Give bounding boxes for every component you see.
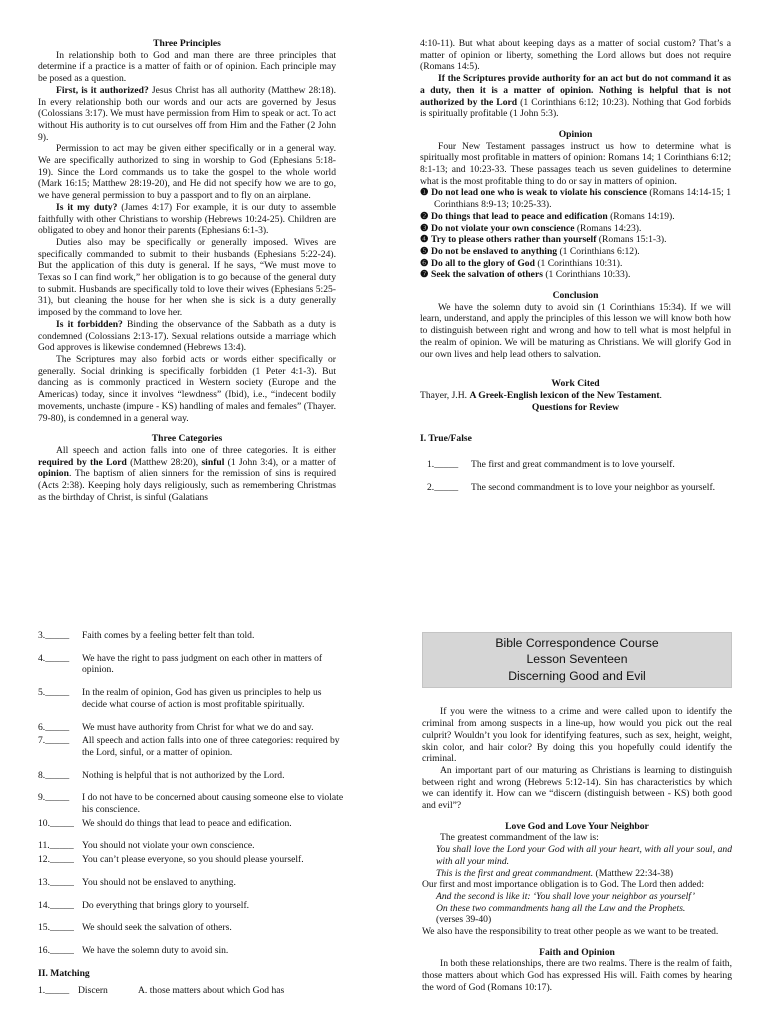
paragraph: Permission to act may be given either specifically or in a general way. We are specifically authorized to sing in worship to God (Ephesians 5:18-19). Since the Lord commands us to take the gospel to the whole world (Mark 16:15; Matthew 28:19-20), and He did not specify how we are to go, we have general permission to buy a passport and to fly on an airplane. <box>38 143 336 202</box>
question-text: The first and great commandment is to love yourself. <box>471 459 675 471</box>
question-text: You can’t please everyone, so you should please yourself. <box>82 854 304 866</box>
scripture-quote: You shall love the Lord your God with all your heart, with all your soul, and with all your mind. <box>436 844 732 867</box>
answer-blank[interactable]: 11._____ <box>38 840 74 852</box>
true-false-question <box>38 770 348 782</box>
paragraph: Is it my duty? (James 4:17) For example, it is our duty to assemble faithfully with other Christians to worship (Hebrews 10:24-25). Children are obligated to obey and honor their parents (Ephesians 6:1-3). <box>38 201 336 237</box>
spacer <box>422 938 732 947</box>
guideline-item: ❺ Do not be enslaved to anything (1 Corinthians 6:12). <box>420 245 640 257</box>
true-false-question <box>38 945 348 957</box>
answer-blank[interactable]: 14._____ <box>38 899 74 911</box>
number-bullet-icon: ❻ <box>420 257 429 269</box>
question-text: We have the solemn duty to avoid sin. <box>82 944 229 956</box>
spacer <box>422 688 732 706</box>
true-false-question <box>38 877 348 889</box>
spacer <box>422 812 732 821</box>
answer-blank[interactable]: 12._____ <box>38 854 74 866</box>
paragraph: First, is it authorized? Jesus Christ has all authority (Matthew 28:18). In every relationship both our words and our acts are governed by Jesus (Colossians 3:17). We must have permission from Him to speak or act. To act without His authority is to cut ourselves off from Him and the Father (2 John 9). <box>38 84 336 143</box>
question-text: Nothing is helpful that is not authorized by the Lord. <box>82 769 285 781</box>
section-title-faith-opinion: Faith and Opinion <box>539 946 615 958</box>
paragraph: We also have the responsibility to treat other people as we want to be treated. <box>422 926 719 938</box>
answer-blank[interactable]: 10._____ <box>38 817 74 829</box>
question-text: I do not have to be concerned about causing someone else to violate his conscience. <box>82 792 344 816</box>
answer-blank[interactable]: 6._____ <box>38 721 70 733</box>
answer-blank[interactable]: 2._____ <box>427 481 459 493</box>
paragraph: Duties also may be specifically or generally imposed. Wives are specifically commanded to submit to their husbands (Ephesians 5:22-24). But the application of this duty is general. If he says, “We must move to Texas so I can find work,” her obligation is to go because of the general duty to submit. Husbands are specifically told to love their wives (Ephesians 5:25-31), but cleaning the house for her when she is sick is a duty generally imposed by the command to love her. <box>38 236 336 319</box>
number-bullet-icon: ❸ <box>420 222 429 234</box>
question-text: We should do things that lead to peace and edification. <box>82 817 292 829</box>
answer-blank[interactable]: 5._____ <box>38 687 70 699</box>
question-text: You should not be enslaved to anything. <box>82 876 236 888</box>
question-text: We have the right to pass judgment on each other in matters of opinion. <box>82 652 323 676</box>
spacer <box>38 424 336 433</box>
number-bullet-icon: ❺ <box>420 245 429 257</box>
section-title-work-cited: Work Cited <box>551 378 600 390</box>
true-false-question <box>38 792 348 815</box>
guideline-item: ❷ Do things that lead to peace and edification (Romans 14:19). <box>420 210 675 222</box>
question-authorized: First, is it authorized? <box>56 84 149 96</box>
scripture-ref: (verses 39-40) <box>436 914 492 926</box>
true-false-question <box>38 630 348 642</box>
paragraph: We have the solemn duty to avoid sin (1 Corinthians 15:34). If we will learn, understand, and apply the principles of this lesson we will know both how to distinguish between right and wrong and how to tell what is most helpful in the realm of opinion. We will be maturing as Christians. We will glorify God in our own lives and help lead others to salvation. <box>420 301 731 360</box>
answer-blank[interactable]: 4._____ <box>38 652 70 664</box>
true-false-question <box>38 722 348 734</box>
question-duty: Is it my duty? <box>56 201 118 213</box>
question-text: Do everything that brings glory to yourself. <box>82 899 250 911</box>
paragraph: Our first and most importance obligation is to God. The Lord then added: <box>422 879 704 891</box>
matching-number[interactable]: 1._____ <box>38 985 70 997</box>
matching-row <box>38 985 348 997</box>
section-title-three-principles: Three Principles <box>153 38 221 49</box>
lesson-title: Discerning Good and Evil <box>508 668 646 683</box>
true-false-question <box>38 653 348 676</box>
true-false-question <box>38 900 348 912</box>
scripture-quote: On these two commandments hang all the Law and the Prophets. <box>436 902 686 914</box>
citation: Thayer, J.H. A Greek-English lexicon of the New Testament. <box>420 389 662 401</box>
section-title-conclusion: Conclusion <box>552 290 599 302</box>
true-false-question <box>38 840 348 852</box>
answer-blank[interactable]: 13._____ <box>38 876 74 888</box>
answer-blank[interactable]: 1._____ <box>427 459 459 471</box>
paragraph: All speech and action falls into one of three categories. It is either required by the Lord (Matthew 28:20), sinful (1 John 3:4), or a matter of opinion. The baptism of alien sinners for the remission of sins is required (Acts 2:38). Keeping holy days religiously, such as remembering Christmas as the birthday of Christ, is sinful (Galatians <box>38 444 336 503</box>
true-false-question <box>427 482 731 494</box>
question-text: In the realm of opinion, God has given us principles to help us decide what course of action is most profitable spiritually. <box>82 687 322 710</box>
guideline-item: ❼ Seek the salvation of others (1 Corinthians 10:33). <box>420 269 631 281</box>
answer-blank[interactable]: 7._____ <box>38 735 70 747</box>
answer-blank[interactable]: 3._____ <box>38 630 70 641</box>
guideline-list <box>420 187 731 281</box>
scripture-quote: And the second is like it: ‘You shall love your neighbor as yourself’ <box>436 890 695 902</box>
true-false-heading: I. True/False <box>420 433 472 445</box>
matching-word: Discern <box>78 985 108 997</box>
true-false-question <box>38 818 348 830</box>
number-bullet-icon: ❶ <box>420 187 429 199</box>
true-false-question <box>38 687 348 710</box>
section-title-opinion: Opinion <box>558 128 593 140</box>
scripture-quote: This is the first and great commandment. (Matthew 22:34-38) <box>436 867 674 879</box>
spacer <box>420 120 731 129</box>
column-bottom-left <box>38 630 348 1024</box>
column-top-right <box>420 38 731 558</box>
number-bullet-icon: ❹ <box>420 234 429 246</box>
lesson-number: Lesson Seventeen <box>526 652 628 667</box>
guideline-item: ❹ Try to please others rather than yourself (Romans 15:1-3). <box>420 234 667 246</box>
question-forbidden: Is it forbidden? <box>56 318 123 330</box>
true-false-list-top <box>420 459 731 493</box>
guideline-item: ❻ Do all to the glory of God (1 Corinthians 10:31). <box>420 257 623 269</box>
question-text: Faith comes by a feeling better felt than told. <box>82 630 255 641</box>
answer-blank[interactable]: 9._____ <box>38 792 70 804</box>
true-false-question <box>38 854 348 866</box>
answer-blank[interactable]: 8._____ <box>38 769 70 781</box>
spacer <box>420 360 731 378</box>
course-title: Bible Correspondence Course <box>495 636 659 650</box>
spacer <box>420 413 731 433</box>
column-bottom-right <box>422 632 732 1024</box>
paragraph: Is it forbidden? Binding the observance of the Sabbath as a duty is condemned (Colossians 2:13-17). Sexual relations outside a marriage which God approves is likewise condemned (Hebrews 13:4). <box>38 318 336 354</box>
paragraph: In both these relationships, there are two realms. There is the realm of faith, those matters about which God has expressed His will. Faith comes by hearing the word of God (Romans 10:17). <box>422 958 732 993</box>
paragraph: In relationship both to God and man there are three principles that determine if a practice is a matter of faith or of opinion. Each principle may be posed as a question. <box>38 49 336 85</box>
section-title-love: Love God and Love Your Neighbor <box>505 820 649 832</box>
question-text: You should not violate your own conscience. <box>82 840 255 852</box>
matching-definition: A. those matters about which God has <box>138 985 285 997</box>
true-false-list-bottom <box>38 630 348 957</box>
spacer <box>420 281 731 290</box>
spacer <box>420 445 731 459</box>
paragraph: If you were the witness to a crime and were called upon to identify the criminal from among suspects in a line-up, how would you pick out the real culprit? Wouldn’t you look for identifying features, such as sex, height, weight, skin color, and hair color? By doing this you hopefully could identify the criminal. <box>422 706 732 765</box>
number-bullet-icon: ❼ <box>420 269 429 281</box>
column-top-left <box>38 38 336 558</box>
paragraph: If the Scriptures provide authority for an act but do not command it as a duty, then it is a matter of opinion. Nothing is helpful that is not authorized by the Lord (1 Corinthians 6:12; 10:23). Nothing that God forbids is spiritually profitable (1 John 5:3). <box>420 73 731 120</box>
true-false-question <box>38 922 348 934</box>
guideline-item: ❶ Do not lead one who is weak to violate his conscience (Romans 14:14-15; 1 Corinthians 8:9-13; 10:25-33). <box>420 187 731 211</box>
paragraph: The greatest commandment of the law is: <box>440 832 599 844</box>
number-bullet-icon: ❷ <box>420 210 429 222</box>
true-false-question <box>38 735 348 758</box>
paragraph: 4:10-11). But what about keeping days as a matter of social custom? That’s a matter of opinion or liberty, something the Lord allows but does not require (Romans 14:5). <box>420 38 731 73</box>
paragraph: The Scriptures may also forbid acts or words either specifically or generally. Social drinking is specifically forbidden (1 Peter 4:1-3). But dancing as is commonly practiced in Western society (Europe and the Americas) today, since it involves “lewdness” (Ibid), i.e., “indecent bodily movements, unchaste (impure - KS) handling of males and females” (Thayer. 79-80), is condemned in a general way. <box>38 353 336 424</box>
question-text: We must have authority from Christ for what we do and say. <box>82 721 314 733</box>
question-text: All speech and action falls into one of three categories: required by the Lord, sinful, or a matter of opinion. <box>82 735 340 758</box>
question-text: The second commandment is to love your neighbor as yourself. <box>471 481 716 493</box>
guideline-item: ❸ Do not violate your own conscience (Romans 14:23). <box>420 222 642 234</box>
answer-blank[interactable]: 16._____ <box>38 944 74 956</box>
section-title-questions: Questions for Review <box>531 401 620 413</box>
section-title-three-categories: Three Categories <box>151 433 223 445</box>
course-banner <box>422 632 732 688</box>
question-text: We should seek the salvation of others. <box>82 922 232 934</box>
paragraph: Four New Testament passages instruct us how to determine what is spiritually most profitable in matters of opinion: Romans 14; 1 Corinthians 6:12; 8:1-13; and 10:23-33. These passages teach us seven guidelines to determine what is the most profitable thing to do or say in matters of opinion. <box>420 140 731 187</box>
true-false-question <box>427 459 731 471</box>
answer-blank[interactable]: 15._____ <box>38 922 74 934</box>
paragraph: An important part of our maturing as Christians is learning to distinguish between right and wrong (Hebrews 5:12-14). Sin has characteristics by which we can identify it. How can we “discern (distinguish between - KS) both good and evil”? <box>422 764 732 812</box>
matching-heading: II. Matching <box>38 967 90 979</box>
